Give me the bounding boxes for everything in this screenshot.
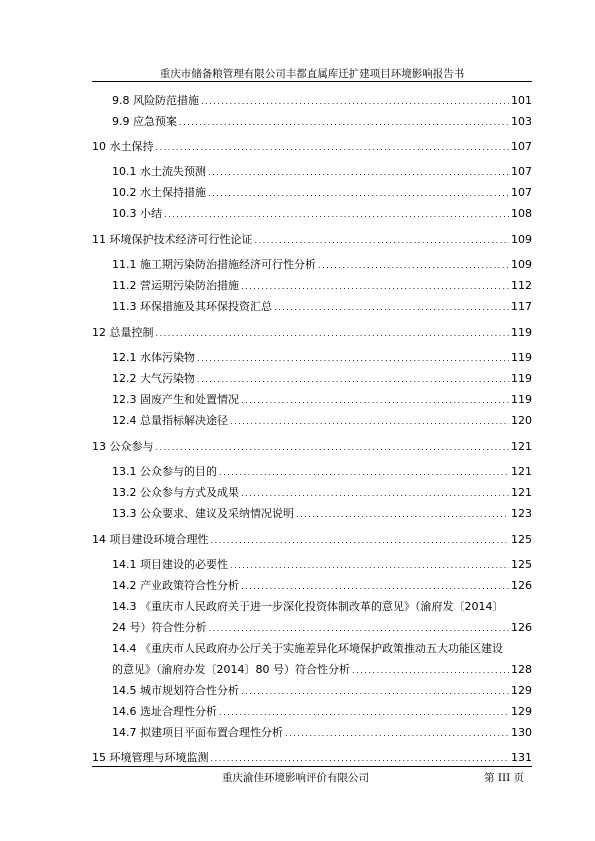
toc-leader — [219, 465, 509, 480]
toc-leader — [208, 165, 509, 180]
footer-page-number: 第 III 页 — [484, 772, 525, 784]
toc-entry-page: 109 — [511, 258, 532, 271]
toc-entry[interactable] — [112, 207, 532, 222]
toc-entry-title: 11.2 营运期污染防治措施 — [112, 279, 239, 292]
toc-entry[interactable] — [112, 115, 532, 130]
toc-entry[interactable] — [92, 533, 532, 548]
toc-entry[interactable] — [112, 684, 532, 699]
toc-entry-page: 121 — [511, 465, 532, 478]
toc-entry-page: 107 — [511, 165, 532, 178]
toc-entry-page: 101 — [511, 94, 532, 107]
toc-entry-first-line[interactable]: 14.3 《重庆市人民政府关于进一步深化投资体制改革的意见》（渝府发〔2014〕 — [112, 600, 504, 613]
toc-entry-page: 119 — [511, 351, 532, 364]
toc-entry-page: 128 — [511, 663, 532, 676]
toc-entry-page: 123 — [511, 507, 532, 520]
toc-entry[interactable] — [92, 326, 532, 341]
toc-entry-title: 12.1 水体污染物 — [112, 351, 195, 364]
toc-entry-title: 14 项目建设环境合理性 — [92, 533, 209, 546]
toc-leader — [219, 705, 509, 720]
toc-entry[interactable] — [112, 579, 532, 594]
toc-entry-title: 13.2 公众参与方式及成果 — [112, 486, 239, 499]
toc-entry-title: 12.4 总量指标解决途径 — [112, 414, 228, 427]
toc-leader — [352, 663, 509, 678]
toc-leader — [156, 140, 510, 155]
toc-leader — [179, 115, 509, 130]
toc-leader — [197, 351, 509, 366]
toc-entry[interactable] — [112, 165, 532, 180]
toc-entry[interactable] — [112, 372, 532, 387]
toc-entry-page: 112 — [511, 279, 532, 292]
toc-entry-title: 14.7 拟建项目平面布置合理性分析 — [112, 726, 283, 739]
toc-entry-title: 13 公众参与 — [92, 440, 154, 453]
toc-entry[interactable] — [112, 558, 532, 573]
toc-leader — [285, 726, 509, 741]
toc-entry[interactable] — [112, 621, 532, 636]
toc-entry-title: 11.1 施工期污染防治措施经济可行性分析 — [112, 258, 316, 271]
toc-entry[interactable] — [112, 94, 532, 109]
toc-entry-page: 126 — [511, 621, 532, 634]
toc-entry-page: 107 — [511, 186, 532, 199]
toc-leader — [255, 233, 510, 248]
toc-entry-title: 14.6 选址合理性分析 — [112, 705, 217, 718]
toc-entry-page: 130 — [511, 726, 532, 739]
toc-entry[interactable] — [92, 751, 532, 766]
toc-entry-title: 14.5 城市规划符合性分析 — [112, 684, 239, 697]
toc-entry-title: 13.1 公众参与的目的 — [112, 465, 217, 478]
toc-entry-title: 12 总量控制 — [92, 326, 154, 339]
toc-leader — [156, 440, 510, 455]
toc-entry-page: 119 — [511, 393, 532, 406]
toc-entry-title: 9.8 风险防范措施 — [112, 94, 199, 107]
toc-entry-page: 119 — [511, 326, 532, 339]
toc-entry-page: 120 — [511, 414, 532, 427]
toc-leader — [241, 684, 509, 699]
toc-entry-title: 10 水土保持 — [92, 140, 154, 153]
toc-entry-title: 11.3 环保措施及其环保投资汇总 — [112, 300, 272, 313]
toc-entry-page: 117 — [511, 300, 532, 313]
toc-entry-page: 108 — [511, 207, 532, 220]
toc-entry-page: 121 — [511, 486, 532, 499]
toc-leader — [156, 326, 510, 341]
toc-entry-page: 129 — [511, 705, 532, 718]
toc-entry-title: 12.2 大气污染物 — [112, 372, 195, 385]
toc-leader — [211, 533, 510, 548]
toc-leader — [209, 621, 510, 636]
toc-leader — [230, 558, 509, 573]
toc-entry-title: 11 环境保护技术经济可行性论证 — [92, 233, 253, 246]
toc-entry[interactable] — [112, 186, 532, 201]
toc-leader — [274, 300, 509, 315]
toc-entry-page: 109 — [511, 233, 532, 246]
toc-entry-page: 121 — [511, 440, 532, 453]
toc-entry-title: 的意见》（渝府办发〔2014〕80 号）符合性分析 — [112, 663, 350, 676]
toc-entry-page: 131 — [511, 751, 532, 764]
toc-leader — [296, 507, 509, 522]
toc-leader — [241, 579, 509, 594]
toc-entry-title: 12.3 固废产生和处置情况 — [112, 393, 239, 406]
toc-entry-title: 14.2 产业政策符合性分析 — [112, 579, 239, 592]
toc-entry[interactable] — [112, 507, 532, 522]
toc-entry-title: 24 号）符合性分析 — [112, 621, 207, 634]
toc-leader — [230, 414, 509, 429]
toc-leader — [241, 393, 509, 408]
toc-entry[interactable] — [112, 663, 532, 678]
toc-entry-page: 103 — [511, 115, 532, 128]
toc-entry[interactable] — [112, 258, 532, 273]
toc-entry-title: 10.3 小结 — [112, 207, 162, 220]
toc-leader — [241, 279, 509, 294]
toc-entry-first-line[interactable]: 14.4 《重庆市人民政府办公厅关于实施差异化环境保护政策推动五大功能区建设 — [112, 642, 503, 655]
toc-entry[interactable] — [112, 465, 532, 480]
toc-entry[interactable] — [112, 279, 532, 294]
toc-leader — [318, 258, 509, 273]
toc-leader — [208, 186, 509, 201]
toc-entry[interactable] — [92, 140, 532, 155]
toc-entry[interactable] — [112, 486, 532, 501]
toc-entry-title: 10.1 水土流失预测 — [112, 165, 206, 178]
toc-entry[interactable] — [92, 233, 532, 248]
toc-entry-page: 126 — [511, 579, 532, 592]
toc-entry[interactable] — [112, 351, 532, 366]
footer-company: 重庆渝佳环境影响评价有限公司 — [222, 772, 369, 784]
toc-entry-page: 119 — [511, 372, 532, 385]
footer-rule — [92, 766, 532, 767]
toc-entry-title: 14.1 项目建设的必要性 — [112, 558, 228, 571]
header-rule — [92, 81, 532, 82]
toc-entry-title: 15 环境管理与环境监测 — [92, 751, 209, 764]
toc-leader — [164, 207, 509, 222]
page-header: 重庆市储备粮管理有限公司丰都直属库迁扩建项目环境影响报告书 — [159, 68, 465, 80]
toc-entry[interactable] — [112, 393, 532, 408]
toc-entry-page: 125 — [511, 558, 532, 571]
toc-entry-page: 125 — [511, 533, 532, 546]
toc-leader — [211, 751, 510, 766]
toc-entry[interactable] — [112, 414, 532, 429]
toc-leader — [201, 94, 509, 109]
toc-entry-title: 9.9 应急预案 — [112, 115, 177, 128]
toc-leader — [241, 486, 509, 501]
toc-entry-title: 13.3 公众要求、建议及采纳情况说明 — [112, 507, 294, 520]
toc-entry-title: 10.2 水土保持措施 — [112, 186, 206, 199]
toc-entry[interactable] — [112, 726, 532, 741]
toc-entry[interactable] — [112, 705, 532, 720]
toc-entry[interactable] — [92, 440, 532, 455]
toc-leader — [197, 372, 509, 387]
toc-entry-page: 107 — [511, 140, 532, 153]
toc-entry-page: 129 — [511, 684, 532, 697]
toc-entry[interactable] — [112, 300, 532, 315]
